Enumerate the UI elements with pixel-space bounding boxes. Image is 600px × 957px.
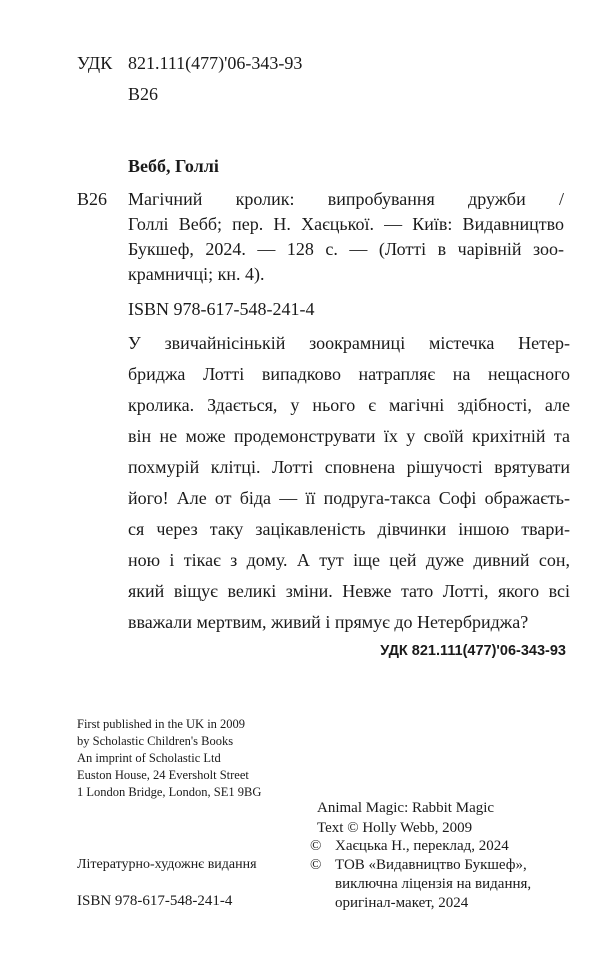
- genre-label: Літературно-художнє видання: [77, 857, 257, 872]
- annotation-line: який віщує великі зміни. Невже тато Лотті, якого всі: [128, 581, 570, 601]
- annotation-line: У звичайнісінькій зоокрамниці містечка Нетер-: [128, 333, 570, 353]
- author-heading: Вебб, Голлі: [128, 156, 219, 176]
- copyright-symbol: ©: [310, 838, 322, 854]
- original-title: Animal Magic: Rabbit Magic: [317, 800, 495, 816]
- catalog-isbn: ISBN 978-617-548-241-4: [128, 299, 315, 319]
- udk-value: 821.111(477)'06-343-93: [128, 53, 303, 73]
- description-line: Магічний кролик: випробування дружби /: [128, 189, 564, 209]
- annotation-last-line: вважали мертвим, живий і прямує до Нетербриджа?: [128, 612, 529, 632]
- publication-line: An imprint of Scholastic Ltd: [77, 751, 221, 765]
- annotation-line: кролика. Здається, у нього є магічні здібності, але: [128, 395, 570, 415]
- publisher-line: виключна ліцензія на видання,: [335, 876, 532, 892]
- annotation-udk: УДК 821.111(477)'06-343-93: [380, 643, 566, 659]
- author-index: В26: [77, 189, 108, 209]
- annotation-line: похмурій клітці. Лотті сповнена рішучості врятувати: [128, 457, 570, 477]
- bbk-code: В26: [128, 84, 159, 104]
- publication-line: by Scholastic Children's Books: [77, 734, 234, 748]
- translation-copyright: Хаєцька Н., переклад, 2024: [335, 838, 509, 854]
- publication-line: 1 London Bridge, London, SE1 9BG: [77, 785, 262, 799]
- description-line: Голлі Вебб; пер. Н. Хаєцької. — Київ: Видавництво: [128, 214, 564, 234]
- udk-label: УДК: [77, 53, 113, 73]
- annotation-line: ною і тікає з дому. А тут іще цей дуже дивний сон,: [128, 550, 570, 570]
- annotation-line: він не може продемонструвати їх у своїй крихітній та: [128, 426, 570, 446]
- publication-line: First published in the UK in 2009: [77, 717, 246, 731]
- footer-isbn: ISBN 978-617-548-241-4: [77, 893, 233, 909]
- publication-line: Euston House, 24 Eversholt Street: [77, 768, 249, 782]
- copyright-symbol: ©: [310, 857, 322, 873]
- annotation-line: бриджа Лотті випадково натрапляє на нещасного: [128, 364, 570, 384]
- description-line: Букшеф, 2024. — 128 с. — (Лотті в чарівній зоо-: [128, 239, 564, 259]
- annotation-line: його! Але от біда — її подруга-такса Софі ображаєть-: [128, 488, 570, 508]
- text-copyright: Text © Holly Webb, 2009: [317, 820, 473, 836]
- description-line: крамничці; кн. 4).: [128, 264, 265, 284]
- publisher-line: ТОВ «Видавництво Букшеф»,: [335, 857, 527, 873]
- annotation-line: ся через таку зацікавленість дівчинки іншою твари-: [128, 519, 570, 539]
- publisher-line: оригінал-макет, 2024: [335, 895, 469, 911]
